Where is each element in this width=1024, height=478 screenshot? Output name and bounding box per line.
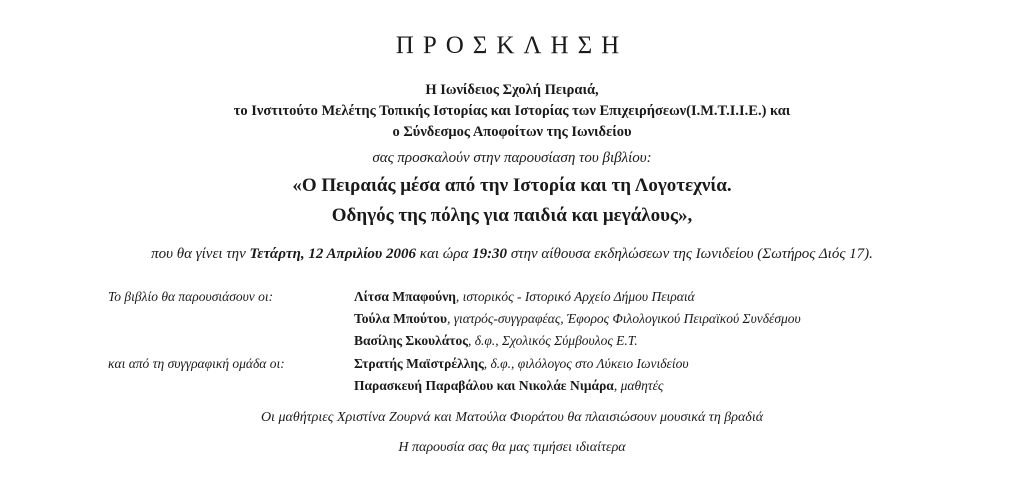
event-venue: στην αίθουσα εκδηλώσεων της Ιωνιδείου (Σωτήρος Διός 17). <box>510 246 873 262</box>
invite-text: σας προσκαλούν στην παρουσίαση του βιβλίου: <box>372 150 652 166</box>
music-note: Οι μαθήτριες Χριστίνα Ζουρνά και Ματούλα Φιοράτου θα πλαισιώσουν μουσικά τη βραδιά <box>260 410 764 425</box>
speaker-description: , δ.φ., φιλόλογος στο Λύκειο Ιωνιδείου <box>483 356 689 371</box>
book-title-line-1: «Ο Πειραιάς μέσα από την Ιστορία και τη Λογοτεχνία. <box>292 175 732 196</box>
authors-label: και από τη συγγραφική ομάδα οι: <box>108 356 285 371</box>
speaker-item <box>354 333 638 349</box>
speaker-description: , δ.φ., Σχολικός Σύμβουλος Ε.Τ. <box>467 333 638 348</box>
presenters-label: Το βιβλίο θα παρουσιάσουν οι: <box>108 289 274 304</box>
speaker-name: Στρατής Μαϊστρέλλης <box>354 356 484 371</box>
speaker-item <box>354 289 695 305</box>
speaker-description: , ιστορικός - Ιστορικό Αρχείο Δήμου Πειραιά <box>455 289 695 304</box>
speaker-item <box>354 356 689 372</box>
speaker-name: Παρασκευή Παραβάλου και Νικολάε Νιμάρα <box>354 378 614 393</box>
host-alumni-association: ο Σύνδεσμος Αποφοίτων της Ιωνιδείου <box>392 124 632 140</box>
event-prefix: που θα γίνει την <box>151 246 246 262</box>
event-time: 19:30 <box>472 246 508 262</box>
speaker-description: , γιατρός-συγγραφέας, Έφορος Φιλολογικού Πειραϊκού Συνδέσμου <box>446 311 801 326</box>
closing-line: Η παρουσία σας θα μας τιμήσει ιδιαίτερα <box>398 440 626 455</box>
speaker-item <box>354 378 663 394</box>
speaker-name: Τούλα Μπούτου <box>354 311 447 326</box>
host-ionideios-school: Η Ιωνίδειος Σχολή Πειραιά, <box>425 82 599 98</box>
speaker-name: Λίτσα Μπαφούνη <box>354 289 456 304</box>
event-details <box>0 246 1024 263</box>
invitation-title: ΠΡΟΣΚΛΗΣΗ <box>395 32 629 59</box>
book-title-line-2: Οδηγός της πόλης για παιδιά και μεγάλους», <box>331 205 693 226</box>
speaker-description: , μαθητές <box>613 378 664 393</box>
event-date: Τετάρτη, 12 Απριλίου 2006 <box>249 246 417 262</box>
host-institute: το Ινστιτούτο Μελέτης Τοπικής Ιστορίας και Ιστορίας των Επιχειρήσεων(Ι.Μ.Τ.Ι.Ι.Ε.) και <box>233 103 791 119</box>
speaker-item <box>354 311 801 327</box>
speaker-name: Βασίλης Σκουλάτος <box>354 333 468 348</box>
event-middle: και ώρα <box>419 246 469 262</box>
